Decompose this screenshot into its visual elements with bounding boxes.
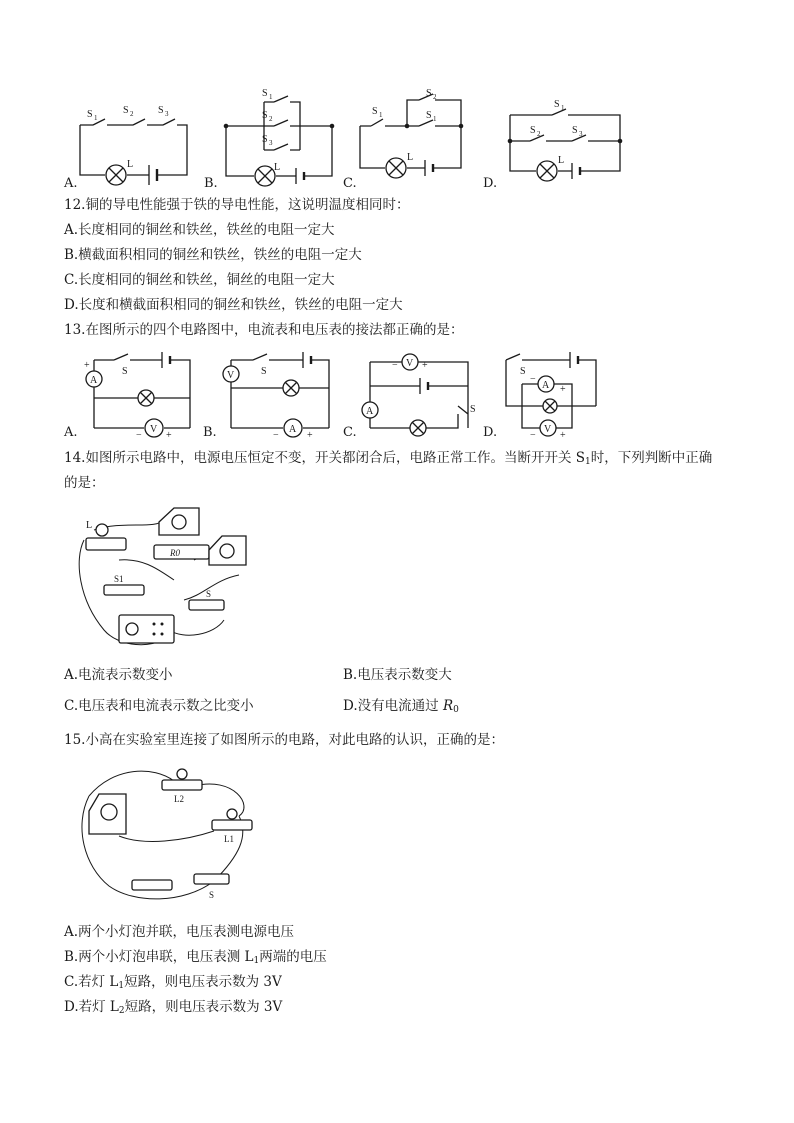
q13-stem: 13.在图所示的四个电路图中，电流表和电压表的接法都正确的是：: [64, 322, 464, 338]
svg-text:1: 1: [561, 104, 565, 112]
svg-text:S: S: [520, 366, 526, 377]
svg-text:−: −: [273, 430, 279, 441]
svg-text:L: L: [86, 520, 93, 531]
svg-text:−: −: [530, 374, 536, 385]
svg-text:A: A: [366, 406, 374, 417]
q14-option-a: A.电流表示数变小: [64, 667, 173, 683]
svg-text:3: 3: [579, 130, 583, 138]
svg-text:A: A: [90, 375, 98, 386]
svg-text:L: L: [274, 162, 281, 173]
svg-text:+: +: [422, 360, 428, 371]
q13-option-b: B.: [203, 425, 217, 440]
svg-text:A: A: [289, 424, 297, 435]
svg-text:V: V: [227, 370, 235, 381]
svg-text:3: 3: [165, 110, 169, 118]
svg-text:2: 2: [269, 115, 273, 123]
q12-option-d: D.长度和横截面积相同的铜丝和铁丝，铁丝的电阻一定大: [64, 297, 403, 313]
q13-option-a: A.: [64, 425, 78, 440]
q12-stem: 12.铜的导电性能强于铁的导电性能，这说明温度相同时：: [64, 197, 410, 213]
q15-option-c: C.若灯 $L_1$短路，则电压表示数为 3V: [64, 974, 282, 991]
q14-option-c: C.电压表和电流表示数之比变小: [64, 698, 254, 714]
svg-text:R0: R0: [170, 548, 180, 558]
svg-text:L: L: [407, 152, 414, 163]
q14-option-d: D.没有电流通过 $R_0$: [343, 698, 459, 715]
q12-option-c: C.长度相同的铜丝和铁丝，铜丝的电阻一定大: [64, 272, 335, 288]
svg-text:S: S: [122, 366, 128, 377]
svg-text:3: 3: [269, 139, 273, 147]
svg-text:S: S: [87, 109, 93, 120]
q15-option-b: B.两个小灯泡串联，电压表测 $L_1$两端的电压: [64, 949, 327, 966]
svg-text:L: L: [127, 159, 134, 170]
q12-option-a: A.长度相同的铜丝和铁丝，铁丝的电阻一定大: [64, 222, 335, 238]
svg-text:+: +: [560, 384, 566, 395]
q13-circuit-a: [78, 348, 218, 441]
q14-photo-circuit: [64, 500, 264, 650]
q11-circuit-d: [500, 95, 635, 190]
q12-option-b: B.横截面积相同的铜丝和铁丝，铁丝的电阻一定大: [64, 247, 362, 263]
q15-stem: 15.小高在实验室里连接了如图所示的电路，对此电路的认识，正确的是：: [64, 732, 504, 748]
svg-text:−: −: [392, 360, 398, 371]
q11-option-d: D.: [483, 176, 498, 191]
svg-text:S: S: [572, 125, 578, 136]
q11-option-a: A.: [64, 176, 78, 191]
q15-option-d: D.若灯 $L_2$短路，则电压表示数为 3V: [64, 999, 283, 1016]
q11-circuit-c: [355, 88, 480, 183]
q11-circuit-b: [218, 88, 348, 183]
svg-text:S: S: [209, 890, 215, 900]
svg-text:S: S: [123, 105, 129, 116]
svg-text:S: S: [262, 110, 268, 121]
svg-text:1: 1: [379, 111, 383, 119]
q13-circuit-d: [500, 348, 625, 441]
svg-text:−: −: [530, 430, 536, 441]
q14-stem-line2: 的是：: [64, 475, 105, 491]
q13-circuit-c: [358, 348, 483, 433]
q14-option-b: B.电压表示数变大: [343, 667, 452, 683]
svg-text:S: S: [262, 88, 268, 99]
svg-text:+: +: [166, 430, 172, 441]
q13-option-d: D.: [483, 425, 498, 440]
svg-text:+: +: [307, 430, 313, 441]
svg-text:1: 1: [94, 114, 98, 122]
svg-text:S: S: [530, 125, 536, 136]
svg-text:S: S: [158, 105, 164, 116]
svg-text:S: S: [426, 88, 432, 99]
svg-text:V: V: [150, 424, 158, 435]
svg-text:S: S: [206, 589, 212, 599]
svg-text:+: +: [84, 360, 90, 371]
svg-text:L1: L1: [224, 834, 234, 844]
svg-text:S: S: [554, 99, 560, 110]
q11-circuit-a: [65, 95, 205, 190]
svg-text:S: S: [372, 106, 378, 117]
svg-text:S: S: [261, 366, 267, 377]
svg-text:+: +: [560, 430, 566, 441]
q13-option-c: C.: [343, 425, 357, 440]
svg-text:S: S: [470, 404, 476, 415]
svg-text:L2: L2: [174, 794, 184, 804]
svg-text:S: S: [426, 110, 432, 121]
q15-photo-circuit: [64, 756, 264, 906]
svg-text:L: L: [558, 155, 565, 166]
q11-option-c: C.: [343, 176, 357, 191]
svg-text:1: 1: [269, 93, 273, 101]
svg-text:V: V: [406, 358, 414, 369]
q14-stem-line1: 14.如图所示电路中，电源电压恒定不变，开关都闭合后，电路正常工作。当断开开关 $S_1$时，下列判断中正确: [64, 450, 713, 467]
svg-text:V: V: [544, 424, 552, 435]
svg-text:2: 2: [433, 93, 437, 101]
q13-circuit-b: [215, 348, 345, 441]
svg-text:S1: S1: [114, 574, 124, 584]
svg-text:S: S: [262, 134, 268, 145]
svg-text:1: 1: [433, 115, 437, 123]
svg-text:2: 2: [130, 110, 134, 118]
q15-option-a: A.两个小灯泡并联，电压表测电源电压: [64, 924, 295, 940]
q11-option-b: B.: [204, 176, 218, 191]
svg-text:−: −: [136, 430, 142, 441]
svg-text:A: A: [542, 380, 550, 391]
svg-text:2: 2: [537, 130, 541, 138]
